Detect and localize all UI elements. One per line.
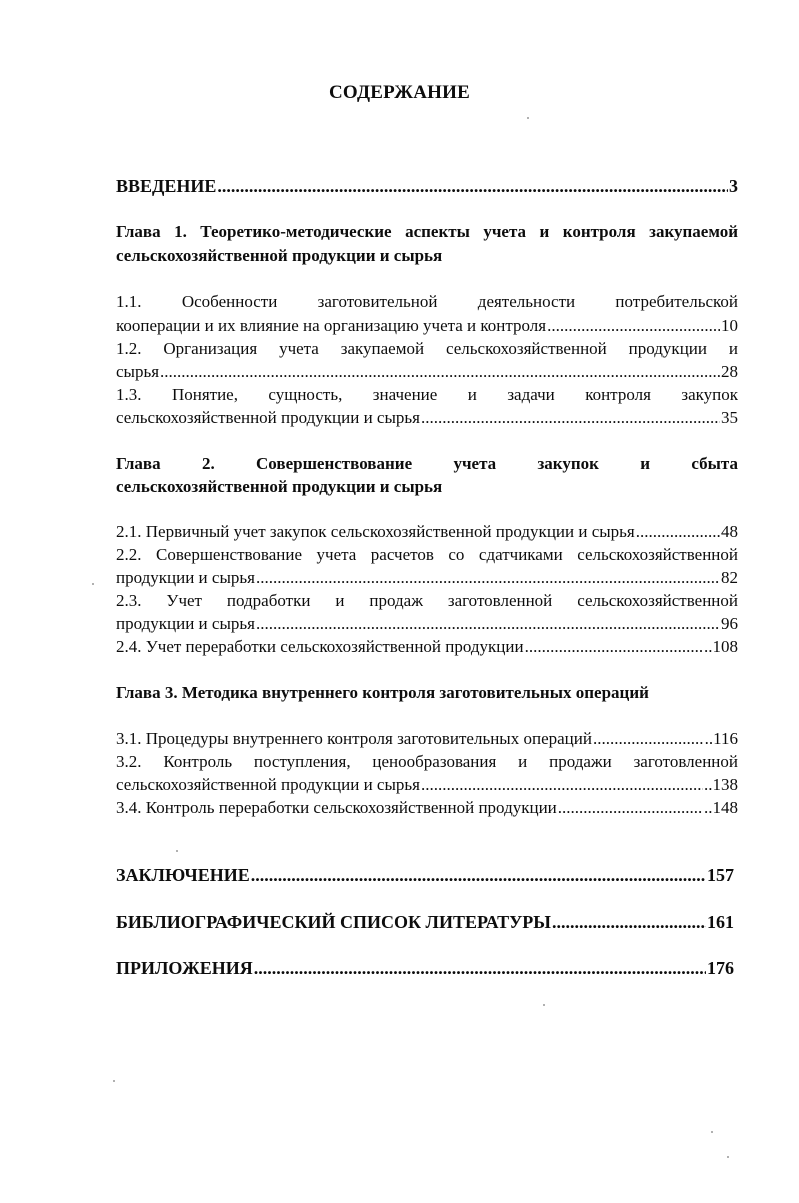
scan-speck xyxy=(711,1131,713,1133)
leader-dots xyxy=(525,635,703,659)
toc-page-number: 35 xyxy=(721,408,738,427)
scan-speck xyxy=(527,117,529,119)
leader-dots xyxy=(251,863,706,887)
leader-dots xyxy=(160,360,711,384)
toc-entry-label: 3.4. Контроль переработки сельскохозяйственной продукции xyxy=(116,798,557,817)
toc-entry-label: 2.1. Первичный учет закупок сельскохозяйственной продукции и сырья xyxy=(116,522,635,541)
leader-dots xyxy=(256,612,720,636)
toc-entry-1-3[interactable] xyxy=(116,406,738,430)
leader-dots xyxy=(254,956,706,980)
toc-page-number: 10 xyxy=(721,316,738,335)
toc-entry-1-2-line1[interactable]: 1.2. Организация учета закупаемой сельскохозяйственной продукции и xyxy=(116,339,738,358)
toc-entry-label: кооперации и их влияние на организацию учета и контроля xyxy=(116,316,547,335)
toc-page-number: 3 xyxy=(729,176,738,196)
toc-entry-label: продукции и сырья xyxy=(116,614,255,633)
leader-dots xyxy=(593,727,704,751)
toc-entry-2-2-line1[interactable]: 2.2. Совершенствование учета расчетов со сдатчиками сельскохозяйственной xyxy=(116,545,738,564)
toc-page-number: ..116 xyxy=(704,729,738,748)
toc-page-number: 82 xyxy=(721,568,738,587)
toc-entry-2-4[interactable] xyxy=(116,635,738,659)
toc-entry-3-1[interactable] xyxy=(116,727,738,751)
toc-entry-2-3[interactable] xyxy=(116,612,738,636)
scan-speck xyxy=(727,1156,729,1158)
chapter-3-title xyxy=(116,681,738,705)
chapter-2-title-text: сельскохозяйственной продукции и сырья xyxy=(116,477,443,496)
scan-speck xyxy=(92,583,94,585)
chapter-1-title-text: сельскохозяйственной продукции и сырья xyxy=(116,246,443,265)
toc-entry-label: 2.4. Учет переработки сельскохозяйственной продукции xyxy=(116,637,524,656)
toc-entry-label: продукции и сырья xyxy=(116,568,255,587)
toc-entry-1-2[interactable] xyxy=(116,360,738,384)
toc-page-number: 161 xyxy=(707,912,734,932)
toc-entry-2-1[interactable] xyxy=(116,520,738,544)
toc-page-number: 48 xyxy=(721,522,738,541)
chapter-1-title-line1: Глава 1. Теоретико-методические аспекты учета и контроля закупаемой xyxy=(116,222,738,241)
toc-entry-1-1[interactable] xyxy=(116,314,738,338)
leader-dots xyxy=(421,406,720,430)
toc-entry-label: 3.1. Процедуры внутреннего контроля заготовительных операций xyxy=(116,729,592,748)
toc-entry-bibliography[interactable] xyxy=(116,910,734,934)
chapter-2-title-line1: Глава 2. Совершенствование учета закупок и сбыта xyxy=(116,454,738,473)
toc-page-number: 157 xyxy=(707,865,734,885)
toc-entry-label: сельскохозяйственной продукции и сырья xyxy=(116,408,420,427)
toc-entry-conclusion[interactable] xyxy=(116,863,734,887)
toc-entry-3-2[interactable] xyxy=(116,773,738,797)
chapter-3-title-text: Глава 3. Методика внутреннего контроля заготовительных операций xyxy=(116,683,649,702)
toc-entry-appendix[interactable] xyxy=(116,956,734,980)
toc-entry-2-2[interactable] xyxy=(116,566,738,590)
toc-entry-label: ВВЕДЕНИЕ xyxy=(116,176,217,196)
toc-entry-introduction[interactable] xyxy=(116,174,738,198)
toc-page-number: ..28 xyxy=(712,362,738,381)
scan-speck xyxy=(113,1080,115,1082)
toc-entry-label: БИБЛИОГРАФИЧЕСКИЙ СПИСОК ЛИТЕРАТУРЫ xyxy=(116,912,551,932)
leader-dots xyxy=(256,566,720,590)
toc-entry-3-4[interactable] xyxy=(116,796,738,820)
toc-page-number: ..108 xyxy=(704,637,738,656)
scan-speck xyxy=(176,850,178,852)
toc-entry-label: ЗАКЛЮЧЕНИЕ xyxy=(116,865,250,885)
toc-page-number: 96 xyxy=(721,614,738,633)
chapter-2-title-line2 xyxy=(116,475,738,499)
page-title: СОДЕРЖАНИЕ xyxy=(329,82,470,103)
toc-entry-label: сырья xyxy=(116,362,160,381)
chapter-1-title-line2 xyxy=(116,244,738,268)
toc-page-number: ..138 xyxy=(704,775,738,794)
leader-dots xyxy=(636,520,720,544)
toc-entry-1-3-line1[interactable]: 1.3. Понятие, сущность, значение и задачи контроля закупок xyxy=(116,385,738,404)
leader-dots xyxy=(558,796,703,820)
toc-page-number: 176 xyxy=(707,958,734,978)
toc-entry-3-2-line1[interactable]: 3.2. Контроль поступления, ценообразования и продажи заготовленной xyxy=(116,752,738,771)
toc-entry-2-3-line1[interactable]: 2.3. Учет подработки и продаж заготовленной сельскохозяйственной xyxy=(116,591,738,610)
leader-dots xyxy=(421,773,703,797)
toc-entry-label: сельскохозяйственной продукции и сырья xyxy=(116,775,420,794)
leader-dots xyxy=(552,910,706,934)
leader-dots xyxy=(547,314,720,338)
toc-entry-label: ПРИЛОЖЕНИЯ xyxy=(116,958,253,978)
leader-dots xyxy=(217,174,728,198)
toc-entry-1-1-line1[interactable]: 1.1. Особенности заготовительной деятельности потребительской xyxy=(116,292,738,311)
toc-page-number: ..148 xyxy=(704,798,738,817)
scan-speck xyxy=(543,1004,545,1006)
